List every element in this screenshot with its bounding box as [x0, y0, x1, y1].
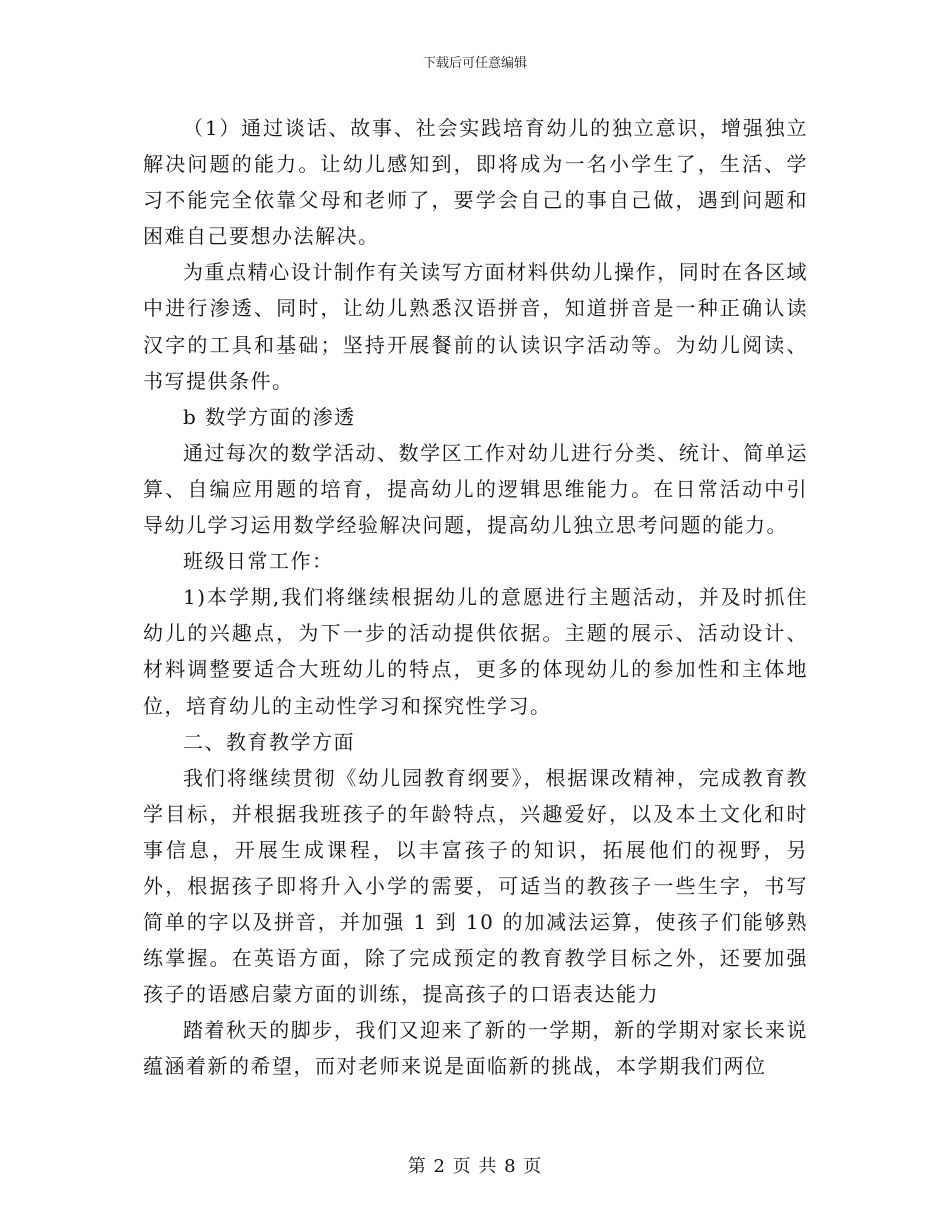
section-heading-teaching: 二、教育教学方面: [183, 729, 355, 754]
paragraph-teaching: 我们将继续贯彻《幼儿园教育纲要》，根据课改精神，完成教育教学目标，并根据我班孩子的年龄特点，兴趣爱好，以及本土文化和时事信息，开展生成课程，以丰富孩子的知识，拓展他们的视野，另外，根据孩子即将升入小学的需要，可适当的教孩子一些生字，书写简单的字以及拼音，并加强 1 到 10 的加减法运算，使孩子们能够熟练掌握。在英语方面，除了完成预定的教育教学目标之外，还要加强孩子的语感启蒙方面的训练，提高孩子的口语表达能力: [143, 765, 808, 1007]
page-number: 第 2 页 共 8 页: [407, 1156, 543, 1177]
paragraph-independence: （1）通过谈话、故事、社会实践培育幼儿的独立意识，增强独立解决问题的能力。让幼儿感知到，即将成为一名小学生了，生活、学习不能完全依靠父母和老师了，要学会自己的事自己做，遇到问题和困难自己要想办法解决。: [143, 116, 808, 249]
paragraph-math: 通过每次的数学活动、数学区工作对幼儿进行分类、统计、简单运算、自编应用题的培育，提高幼儿的逻辑思维能力。在日常活动中引导幼儿学习运用数学经验解决问题，提高幼儿独立思考问题的能力。: [143, 440, 808, 538]
paragraph-reading-writing: 为重点精心设计制作有关读写方面材料供幼儿操作，同时在各区域中进行渗透、同时，让幼儿熟悉汉语拼音，知道拼音是一种正确认读汉字的工具和基础；坚持开展餐前的认读识字活动等。为幼儿阅读、书写提供条件。: [143, 260, 808, 393]
paragraph-autumn: 踏着秋天的脚步，我们又迎来了新的一学期，新的学期对家长来说蕴涵着新的希望，而对老师来说是面临新的挑战，本学期我们两位: [143, 1018, 808, 1079]
section-heading-daily-work: 班级日常工作：: [183, 549, 334, 574]
header-note: 下载后可任意编辑: [422, 56, 527, 71]
section-heading-math: b 数学方面的渗透: [183, 404, 356, 429]
document-body: [143, 110, 808, 1085]
paragraph-daily-work: 1)本学期,我们将继续根据幼儿的意愿进行主题活动，并及时抓住幼儿的兴趣点，为下一步的活动提供依据。主题的展示、活动设计、材料调整要适合大班幼儿的特点，更多的体现幼儿的参加性和主体地位，培育幼儿的主动性学习和探究性学习。: [143, 585, 808, 718]
